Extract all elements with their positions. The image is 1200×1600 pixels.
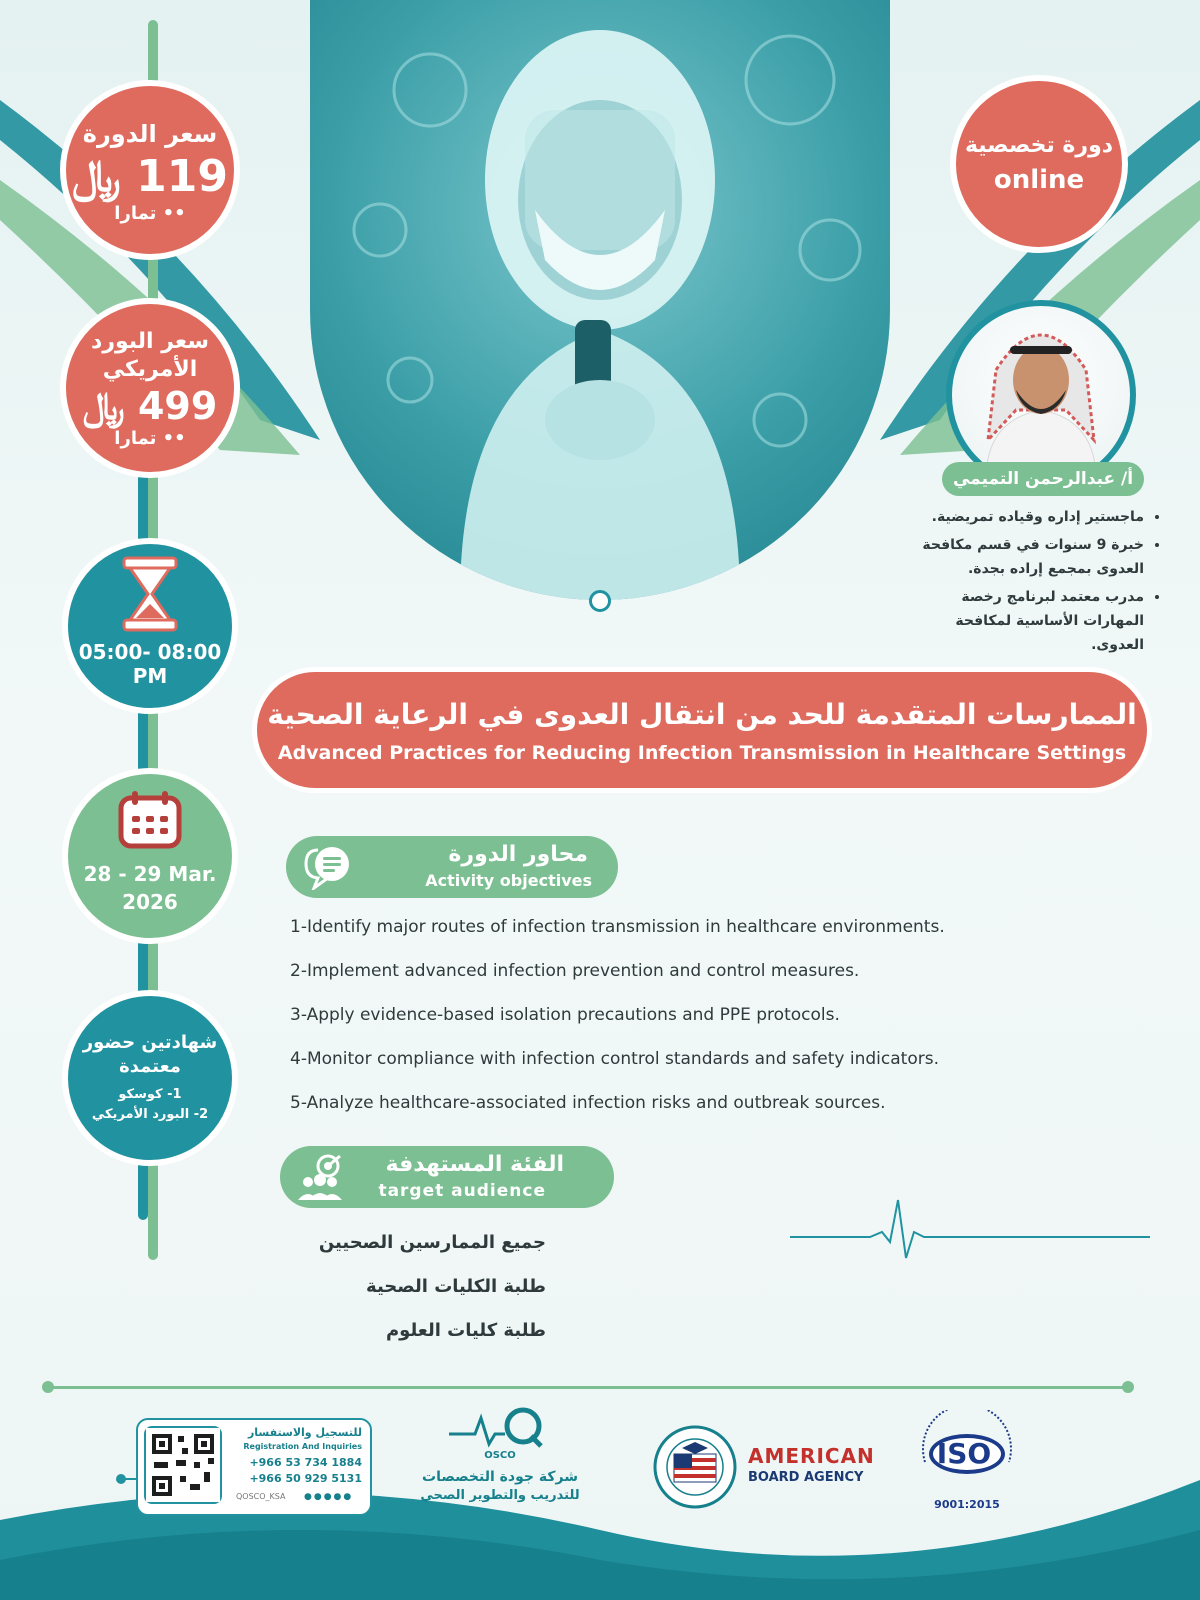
course-title-banner	[252, 667, 1152, 793]
qosco-name-line-2: للتدريب والتطوير الصحي	[420, 1488, 580, 1503]
date-circle	[62, 768, 238, 944]
objectives-title-arabic: محاور الدورة	[448, 842, 588, 867]
board-price-title-2: الأمريكي	[102, 356, 198, 382]
course-price-title: سعر الدورة	[82, 119, 218, 148]
social-handle[interactable]: QOSCO_KSA	[236, 1492, 286, 1501]
board-price-value: 499 ﷼	[82, 383, 218, 428]
healthcare-worker-illustration	[310, 0, 890, 600]
certificate-item-1: 1- كوسكو	[118, 1087, 182, 1102]
board-price-title-1: سعر البورد	[91, 328, 209, 354]
qosco-logo-text: OSCO	[484, 1450, 516, 1461]
audience-title-arabic: الفئة المستهدفة	[385, 1152, 564, 1177]
hero-bottom-dot	[589, 590, 611, 612]
qosco-name-line-1: شركة جودة التخصصات	[422, 1469, 578, 1485]
time-circle	[62, 538, 238, 714]
instructor-name-badge	[942, 462, 1144, 496]
course-price-value: 119 ﷼	[72, 150, 228, 202]
iso-logo	[912, 1410, 1022, 1514]
objectives-title-english: Activity objectives	[425, 871, 592, 890]
objective-item: 3-Apply evidence-based isolation precautions and PPE protocols.	[290, 1005, 840, 1025]
american-board-line-1: AMERICAN	[748, 1444, 875, 1468]
hero-image	[310, 0, 890, 600]
certificate-item-2: 2- البورد الأمريكي	[91, 1107, 209, 1122]
objective-item: 5-Analyze healthcare-associated infection risks and outbreak sources.	[290, 1093, 886, 1113]
iso-text: ISO	[936, 1437, 992, 1470]
objective-item: 4-Monitor compliance with infection control standards and safety indicators.	[290, 1049, 939, 1069]
audience-header	[280, 1146, 614, 1208]
audience-item: طلبة الكليات الصحية	[366, 1276, 546, 1297]
time-line-2: PM	[132, 664, 168, 688]
phone-number-1[interactable]: +966 53 734 1884	[249, 1456, 362, 1469]
american-board-logo	[652, 1424, 875, 1510]
date-line-2: 2026	[122, 890, 178, 914]
instructor-bio-item: • ماجستير إداره وقياده تمريضية.	[900, 505, 1144, 529]
course-type-line-1: دورة تخصصية	[964, 133, 1114, 158]
date-line-1: 28 - 29 Mar.	[83, 862, 217, 886]
heartbeat-line-icon	[790, 1196, 1150, 1262]
instructor-name: أ/ عبدالرحمن التميمي	[952, 469, 1134, 489]
audience-title-english: target audience	[378, 1181, 546, 1201]
certificates-circle	[62, 990, 238, 1166]
certificates-title-2: معتمدة	[119, 1056, 181, 1077]
footer-divider	[48, 1386, 1128, 1389]
registration-title-arabic: للتسجيل والاستفسار	[247, 1426, 362, 1439]
course-price-circle	[60, 80, 240, 260]
instructor-bio	[900, 505, 1162, 661]
audience-item: جميع الممارسين الصحيين	[318, 1232, 546, 1253]
registration-card-tail-dot	[116, 1474, 126, 1484]
american-board-seal-icon	[652, 1424, 738, 1510]
course-title-arabic: الممارسات المتقدمة للحد من انتقال العدوى في الرعاية الصحية	[267, 698, 1137, 731]
target-audience-icon	[292, 1152, 348, 1202]
instructor-bio-item: • مدرب معتمد لبرنامج رخصة المهارات الأساسية لمكافحة العدوى.	[900, 585, 1144, 657]
instructor-bio-item: • خبرة 9 سنوات في قسم مكافحة العدوى بمجمع إراده بجدة.	[900, 533, 1144, 581]
instructor-avatar-icon	[966, 310, 1116, 480]
iso-standard: 9001:2015	[934, 1498, 1000, 1511]
footer-divider-dot-left	[42, 1381, 54, 1393]
course-price-installments: •• تمارا	[114, 202, 186, 224]
social-icons[interactable]: ●●●●●	[304, 1492, 354, 1502]
phone-number-2[interactable]: +966 50 929 5131	[249, 1472, 362, 1485]
registration-title-english: Registration And Inquiries	[243, 1442, 362, 1451]
qosco-logo-icon	[445, 1404, 555, 1450]
certificates-title-1: شهادتين حضور	[82, 1032, 218, 1053]
footer-divider-dot-right	[1122, 1381, 1134, 1393]
audience-item: طلبة كليات العلوم	[385, 1320, 546, 1341]
course-title-english: Advanced Practices for Reducing Infection Transmission in Healthcare Settings	[277, 742, 1127, 764]
objectives-header	[286, 836, 618, 898]
board-price-circle	[60, 298, 240, 478]
qosco-logo	[418, 1404, 582, 1514]
course-type-line-2: online	[993, 165, 1085, 195]
time-line-1: 05:00- 08:00	[78, 640, 222, 664]
american-board-line-2: BOARD AGENCY	[748, 1470, 864, 1485]
hourglass-icon	[122, 556, 178, 632]
chat-bubbles-icon	[304, 844, 354, 890]
board-price-installments: •• تمارا	[114, 427, 186, 449]
objective-item: 1-Identify major routes of infection transmission in healthcare environments.	[290, 917, 945, 937]
objective-item: 2-Implement advanced infection prevention and control measures.	[290, 961, 860, 981]
registration-card	[136, 1418, 372, 1516]
course-type-circle	[950, 75, 1128, 253]
qr-code[interactable]	[144, 1426, 222, 1504]
calendar-icon	[118, 790, 182, 850]
qr-code-pattern	[146, 1428, 220, 1502]
